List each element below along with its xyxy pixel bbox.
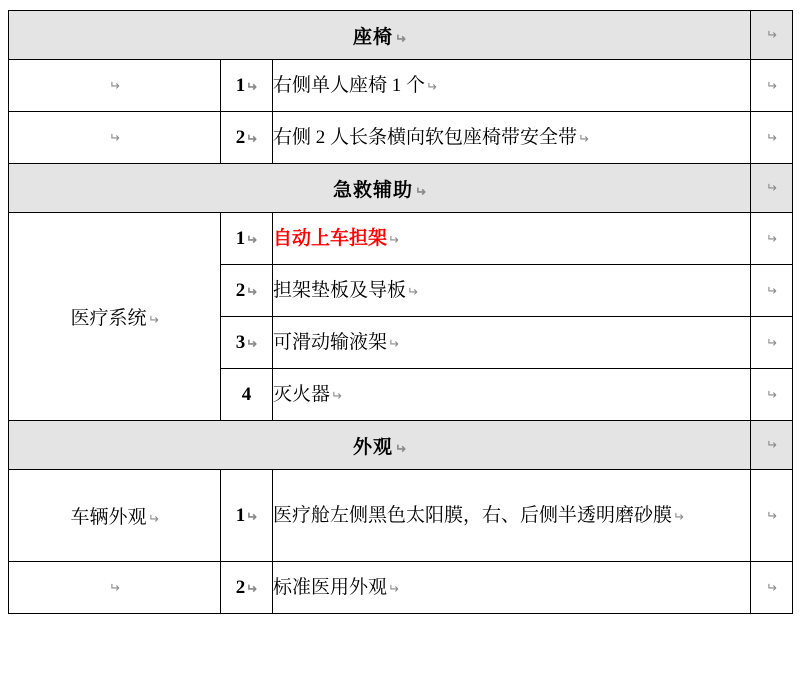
row-number (221, 470, 273, 562)
specification-table (8, 10, 793, 614)
section-title-seats (9, 11, 751, 60)
row-description-text: 医疗舱左侧黑色太阳膜，右、后侧半透明磨砂膜 (273, 504, 673, 526)
row-end-mark (751, 164, 793, 213)
paragraph-mark-icon: ↵ (147, 312, 159, 327)
row-number (221, 112, 273, 164)
paragraph-mark-icon: ↵ (766, 437, 777, 452)
row-description-text: 标准医用外观 (273, 576, 388, 598)
group-label-vehicle-appearance (9, 470, 221, 562)
paragraph-mark-icon: ↵ (388, 231, 399, 247)
group-label-text: 车辆外观 (70, 507, 147, 528)
paragraph-mark-icon: ↵ (246, 78, 258, 94)
row-number (221, 265, 273, 317)
paragraph-mark-icon: ↵ (766, 282, 777, 298)
label-cell-empty (9, 60, 221, 112)
paragraph-mark-icon: ↵ (246, 508, 258, 524)
paragraph-mark-icon: ↵ (766, 386, 777, 402)
paragraph-mark-icon: ↵ (246, 335, 258, 351)
paragraph-mark-icon: ↵ (673, 508, 684, 524)
paragraph-mark-icon: ↵ (766, 507, 777, 523)
row-description-text: 灭火器 (273, 383, 331, 405)
paragraph-mark-icon: ↵ (766, 77, 777, 93)
paragraph-mark-icon: ↵ (246, 130, 258, 146)
table-row (9, 11, 793, 60)
row-description (273, 265, 751, 317)
row-description-text: 右侧 2 人长条横向软包座椅带安全带 (273, 126, 578, 148)
paragraph-mark-icon: ↵ (331, 387, 342, 403)
row-end-mark (751, 11, 793, 60)
paragraph-mark-icon: ↵ (109, 77, 120, 93)
table-row (9, 562, 793, 614)
row-description (273, 112, 751, 164)
paragraph-mark-icon: ↵ (766, 27, 777, 42)
table-row (9, 213, 793, 265)
paragraph-mark-icon: ↵ (394, 440, 406, 456)
paragraph-mark-icon: ↵ (578, 130, 589, 146)
paragraph-mark-icon: ↵ (426, 78, 437, 94)
table-row (9, 112, 793, 164)
row-description-text-highlighted: 自动上车担架 (273, 227, 388, 249)
row-number (221, 60, 273, 112)
section-title-text: 座椅 (353, 26, 394, 48)
row-end-mark (751, 470, 793, 562)
paragraph-mark-icon: ↵ (766, 579, 777, 595)
row-end-mark (751, 60, 793, 112)
row-number-text: 2 (235, 126, 246, 148)
row-end-mark (751, 421, 793, 470)
row-number-text: 2 (235, 279, 246, 301)
row-end-mark (751, 562, 793, 614)
section-title-text: 外观 (353, 436, 394, 458)
paragraph-mark-icon: ↵ (766, 180, 777, 195)
row-number-text: 1 (235, 74, 246, 96)
row-end-mark (751, 213, 793, 265)
row-description (273, 213, 751, 265)
row-number (221, 562, 273, 614)
paragraph-mark-icon: ↵ (109, 129, 120, 145)
row-description-text: 右侧单人座椅 1 个 (273, 74, 426, 96)
row-number-text: 2 (235, 576, 246, 598)
row-description (273, 562, 751, 614)
paragraph-mark-icon: ↵ (109, 579, 120, 595)
row-end-mark (751, 369, 793, 421)
row-number (221, 213, 273, 265)
group-label-medical-system (9, 213, 221, 421)
paragraph-mark-icon: ↵ (246, 283, 258, 299)
document-page (0, 10, 800, 673)
row-description (273, 317, 751, 369)
row-description (273, 60, 751, 112)
table-row (9, 60, 793, 112)
paragraph-mark-icon: ↵ (766, 334, 777, 350)
paragraph-mark-icon: ↵ (246, 231, 258, 247)
row-description-text: 担架垫板及导板 (273, 279, 407, 301)
paragraph-mark-icon: ↵ (246, 580, 258, 596)
row-number-text: 4 (241, 383, 252, 405)
row-number-text: 1 (235, 504, 246, 526)
paragraph-mark-icon: ↵ (147, 511, 159, 526)
section-title-appearance (9, 421, 751, 470)
row-description (273, 369, 751, 421)
row-end-mark (751, 317, 793, 369)
row-number (221, 317, 273, 369)
row-description (273, 470, 751, 562)
row-end-mark (751, 112, 793, 164)
paragraph-mark-icon: ↵ (766, 230, 777, 246)
section-title-text: 急救辅助 (333, 179, 414, 201)
row-description-text: 可滑动输液架 (273, 331, 388, 353)
label-cell-empty (9, 112, 221, 164)
section-title-emergency-aid (9, 164, 751, 213)
row-number-text: 1 (235, 227, 246, 249)
table-row (9, 470, 793, 562)
row-end-mark (751, 265, 793, 317)
paragraph-mark-icon: ↵ (394, 30, 406, 46)
row-number (221, 369, 273, 421)
group-label-text: 医疗系统 (70, 308, 147, 329)
paragraph-mark-icon: ↵ (766, 129, 777, 145)
paragraph-mark-icon: ↵ (388, 335, 399, 351)
table-row (9, 421, 793, 470)
label-cell-empty (9, 562, 221, 614)
row-number-text: 3 (235, 331, 246, 353)
paragraph-mark-icon: ↵ (388, 580, 399, 596)
table-row (9, 164, 793, 213)
paragraph-mark-icon: ↵ (407, 283, 418, 299)
paragraph-mark-icon: ↵ (414, 183, 426, 199)
